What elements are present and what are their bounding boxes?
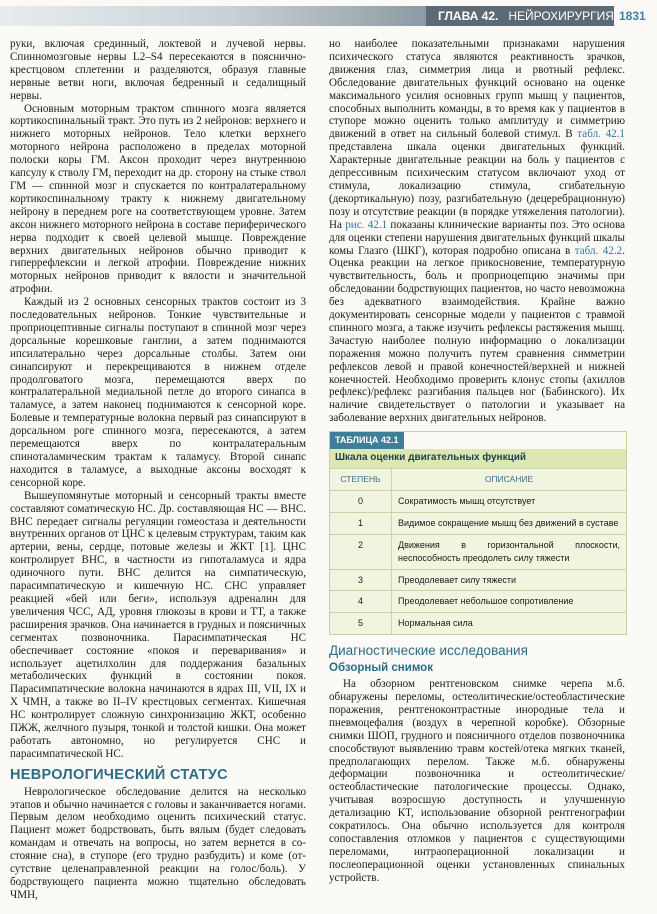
subsection-heading: Обзорный снимок — [329, 662, 433, 675]
paragraph: Основным моторным трактом спинного мозга является кортикоспинальный тракт. Это путь из 2 нейронов: верхнего и нижнего моторных нейронов. Тело клетки верхнего моторного нейрона расположено в пределах моторной полоски коры ГМ. Аксон проходит через внутреннюю капсулу к стволу ГМ, переходит на др. сторону на стыке ствол ГМ — спинной мозг и спускается по контралатеральному кортикоспинальному тракту к нижнему двигательному нейрону в переднем роге на соответствующем уровне. Затем аксон нижнего моторного нейрона в составе периферического нерва подходит к своей целевой мышце. Повреждение верхних двигательных нейронов обычно приводит к гиперрефлексии и легкой атрофии. Повреждение нижних моторных нейронов приводит к вялости и значительной атрофии. — [10, 102, 306, 296]
table-header-row — [330, 468, 626, 490]
page-number: 1831 — [619, 9, 646, 23]
grade-cell: 2 — [330, 535, 392, 569]
table-row — [330, 512, 626, 534]
header-decor-bar — [0, 6, 426, 26]
description-cell: Сократимость мышц отсутствует — [398, 495, 536, 506]
description-cell: Движения в горизонтальной плоскости, неспособность преодолеть силу тяжести — [398, 539, 620, 563]
left-column — [10, 38, 306, 902]
column-header-grade: СТЕПЕНЬ — [330, 469, 392, 490]
page-header — [0, 0, 657, 32]
paragraph: Каждый из 2 основных сенсорных трактов состоит из 3 последовательных нейронов. Тонкие чувствительные и проприоцептивные сигналы поступают в спинной мозг через дорсальные корешковые ганглии, а затем поднимаются ипсилатерально через дорсальные столбы. Затем они синапсируют и перекрещиваются в нижнем отделе продолговатого мозга, перемещаются вверх по контралатеральной медиальной петле до второго синапса в таламусе, а затем наконец поднимаются к сенсорной коре. Болевые и температурные волокна первый раз синапсируют в дорсальном роге спинного мозга, пересекаются, а затем перемещаются вверх по контралатеральным спиноталамическим трактам к таламусу. Второй синапс находится в таламусе, а выходные аксоны восходят к сенсорной коре. — [10, 296, 306, 489]
table-reference-link[interactable]: табл. 42.2 — [574, 244, 623, 257]
paragraph: руки, включая срединный, локтевой и лучевой нервы. Спинномозговые нервы L2–S4 пересекаются в пояснично-крестцовом сплетении и разделяются, образуя главные нервные ветви ноги, включая бедренный и седалищный нервы. — [10, 38, 306, 102]
table-row — [330, 490, 626, 512]
motor-scale-table — [329, 431, 627, 635]
grade-cell: 5 — [330, 613, 392, 634]
right-column — [329, 38, 625, 885]
table-grid — [330, 468, 626, 634]
table-title: Шкала оценки двигательных функций — [330, 449, 626, 468]
column-header-description: ОПИСАНИЕ — [484, 474, 534, 484]
grade-cell: 4 — [330, 591, 392, 612]
paragraph: На обзорном рентгеновском снимке черепа м.б. обнаружены переломы, остеолитические/остеобластические поражения, рентгеноконтрастные инородные тела и пневмоцефалия (воздух в черепной коробке). Обзорные снимки ШОП, грудного и поясничного отделов позвоночника способствуют выявлению травм костей/отека мягких тканей, предполагающих перелом. Также м.б. обнаружены деформации позвоночника и остеолитические/остеобластические патологические процессы. Однако, учитывая возросшую доступность и улучшенную детализацию КТ, использование обзорной рентгенографии сократилось. Она обычно используется для контроля сопоставления отломков у пациентов с существующими переломами, интраоперационной локализации и послеоперационной оценки установленных спинальных устройств. — [329, 678, 625, 884]
description-cell: Преодолевает силу тяжести — [398, 574, 517, 585]
description-cell: Нормальная сила — [398, 618, 473, 629]
table-row — [330, 534, 626, 569]
grade-cell: 1 — [330, 513, 392, 534]
table-row — [330, 590, 626, 612]
table-row — [330, 612, 626, 634]
paragraph: но наиболее показательными признаками нарушения психического статуса являются реактивность зрачков, движения глаз, симметрия лица и рвотный рефлекс. Обследование двигательных функций основано на оценке максимального усилия основных групп мышц у пациентов, способных выполнить команды, в то время как у пациентов в ступоре можно оценить только амплитуду и симметрию движений в ответ на сильный болевой стимул. В табл. 42.1 представлена шкала оценки двигательных функций. Характерные двигательные реакции на боль у пациентов с депрессивным психическим статусом включают уход от стимула, локализацию стимула, сгибательную (декортикальную) позу, разгибательную (децеребрационную) позу и отсутствие реакции (в порядке утяжеления патологии). На рис. 42.1 показаны клинические варианты поз. Это основа для оценки степени нарушения двигательных функций шкалы комы Глазго (ШКГ), которая подробно описана в табл. 42.2. Оценка реакции на легкое прикосновение, температурную чувствительность, боль и проприоцепцию значимы при обследовании бодрствующих пациентов, но часто невозможна без адекватного взаимодействия. Крайне важно документировать сенсорные модели у пациентов с травмой спинного мозга, а также изучить рефлексы растяжения мышц. Зачастую наиболее полную информацию о локализации поражения можно получить путем сравнения симметрии рефлексов левой и правой конечностей/верхней и нижней конечностей. Необходимо проверить клонус стопы (ахиллов рефлекс)/рефлекс разгибания пальцев ног (Бабинского). Их наличие свидетельствует о патологии и указывает на заболевание верхних двигательных нейронов. — [329, 38, 625, 425]
chapter-number: ГЛАВА 42. — [438, 9, 499, 23]
figure-reference-link[interactable]: рис. 42.1 — [345, 218, 388, 231]
paragraph: Неврологическое обследование делится на несколько этапов и обычно начинается с головы и заканчивается ногами. Первым делом необходимо оценить психический статус. Пациент может бодрствовать, быть вялым (будет следовать командам и отвечать на вопросы, но затем вернется в со-стояние сна), в ступоре (его трудно разбудить) и коме (от-сутствие целенаправленной реакции на голос/боль). У бодрствующего пациента можно тщательно обследовать ЧМН, — [10, 785, 306, 901]
description-cell: Преодолевает небольшое сопротивление — [398, 596, 574, 607]
paragraph: Вышеупомянутые моторный и сенсорный тракты вместе составляют соматическую НС. Др. составляющая НС — ВНС. ВНС передает сигналы регуляции гомеостаза и деятельности внутренних органов от ЦНС к целевым структурам, таким как артерии, вены, сердце, потовые железы и ЖКТ [1]. ЦНС контролирует ВНС, в частности из гипоталамуса и ядра одиночного пути. ВНС делится на симпатическую, парасимпатическую и кишечную НС. СНС управляет реакцией «бей или беги», используя адреналин для увеличения ЧСС, АД, уровня глюкозы в крови и ТТ, а также расширения зрачков. Она начинается в грудных и поясничных сегментах позвоночника. Парасимпатическая НС обеспечивает состояние «покоя и переваривания» и использует ацетилхолин для поддержания базальных метаболических функций в состоянии покоя. Парасимпатические волокна начинаются в ядрах III, VII, IX и X ЧМН, а также во II–IV крестцовых сегментах. Кишечная НС контролирует сложную синхронизацию ЖКТ, особенно ПЖЖ, желчного пузыря, тонкой и толстой кишки. Она может работать автономно, но регулируется СНС и парасимпатической НС. — [10, 489, 306, 760]
grade-cell: 0 — [330, 491, 392, 512]
description-cell: Видимое сокращение мышц без движений в суставе — [398, 517, 619, 528]
grade-cell: 3 — [330, 570, 392, 591]
section-heading: НЕВРОЛОГИЧЕСКИЙ СТАТУС — [10, 766, 228, 783]
chapter-label — [426, 6, 614, 26]
table-row — [330, 569, 626, 591]
chapter-title: НЕЙРОХИРУРГИЯ — [508, 9, 614, 23]
section-heading: Диагностические исследования — [329, 643, 528, 659]
table-reference-link[interactable]: табл. 42.1 — [577, 128, 625, 141]
table-tag: ТАБЛИЦА 42.1 — [330, 432, 404, 449]
